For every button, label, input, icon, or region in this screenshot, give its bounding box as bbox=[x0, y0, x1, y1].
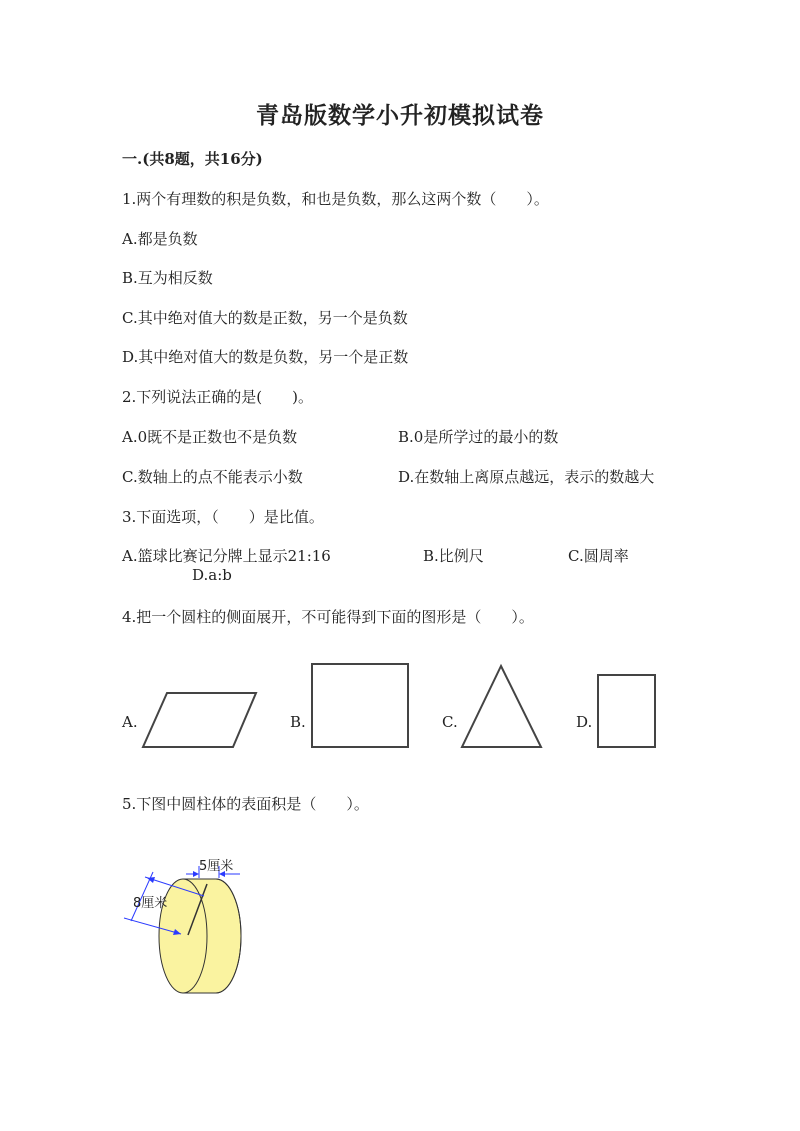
question-4-option-c[interactable]: C. bbox=[442, 713, 458, 731]
page-title: 青岛版数学小升初模拟试卷 bbox=[256, 102, 544, 129]
question-2-option-b[interactable]: B.0是所学过的最小的数 bbox=[398, 428, 559, 446]
question-5-stem: 5.下图中圆柱体的表面积是（ ）。 bbox=[122, 795, 369, 813]
question-1-option-a[interactable]: A.都是负数 bbox=[122, 230, 198, 248]
radius-label: 8厘米 bbox=[133, 896, 168, 911]
question-1-option-d[interactable]: D.其中绝对值大的数是负数，另一个是正数 bbox=[122, 348, 409, 366]
question-2-stem: 2.下列说法正确的是( )。 bbox=[122, 388, 314, 406]
question-3-option-d[interactable]: D.a:b bbox=[192, 566, 232, 584]
question-2-option-c[interactable]: C.数轴上的点不能表示小数 bbox=[122, 468, 303, 486]
height-label: 5厘米 bbox=[199, 859, 234, 874]
question-3-option-b[interactable]: B.比例尺 bbox=[423, 547, 484, 565]
question-4-option-d[interactable]: D. bbox=[576, 713, 593, 731]
section-heading: 一.(共8题，共16分) bbox=[122, 150, 263, 168]
question-4-option-b[interactable]: B. bbox=[290, 713, 306, 731]
question-3-stem: 3.下面选项，（ ）是比值。 bbox=[122, 508, 324, 526]
question-2-option-a[interactable]: A.0既不是正数也不是负数 bbox=[122, 428, 298, 446]
question-1-stem: 1.两个有理数的积是负数，和也是负数，那么这两个数（ ）。 bbox=[122, 190, 549, 208]
question-4-option-a[interactable]: A. bbox=[122, 713, 138, 731]
question-3-option-c[interactable]: C.圆周率 bbox=[568, 547, 629, 565]
question-4-stem: 4.把一个圆柱的侧面展开，不可能得到下面的图形是（ ）。 bbox=[122, 608, 534, 626]
question-2-option-d[interactable]: D.在数轴上离原点越远，表示的数越大 bbox=[398, 468, 655, 486]
question-3-option-a[interactable]: A.篮球比赛记分牌上显示21:16 bbox=[122, 547, 331, 565]
question-1-option-b[interactable]: B.互为相反数 bbox=[122, 269, 213, 287]
question-1-option-c[interactable]: C.其中绝对值大的数是正数，另一个是负数 bbox=[122, 309, 408, 327]
